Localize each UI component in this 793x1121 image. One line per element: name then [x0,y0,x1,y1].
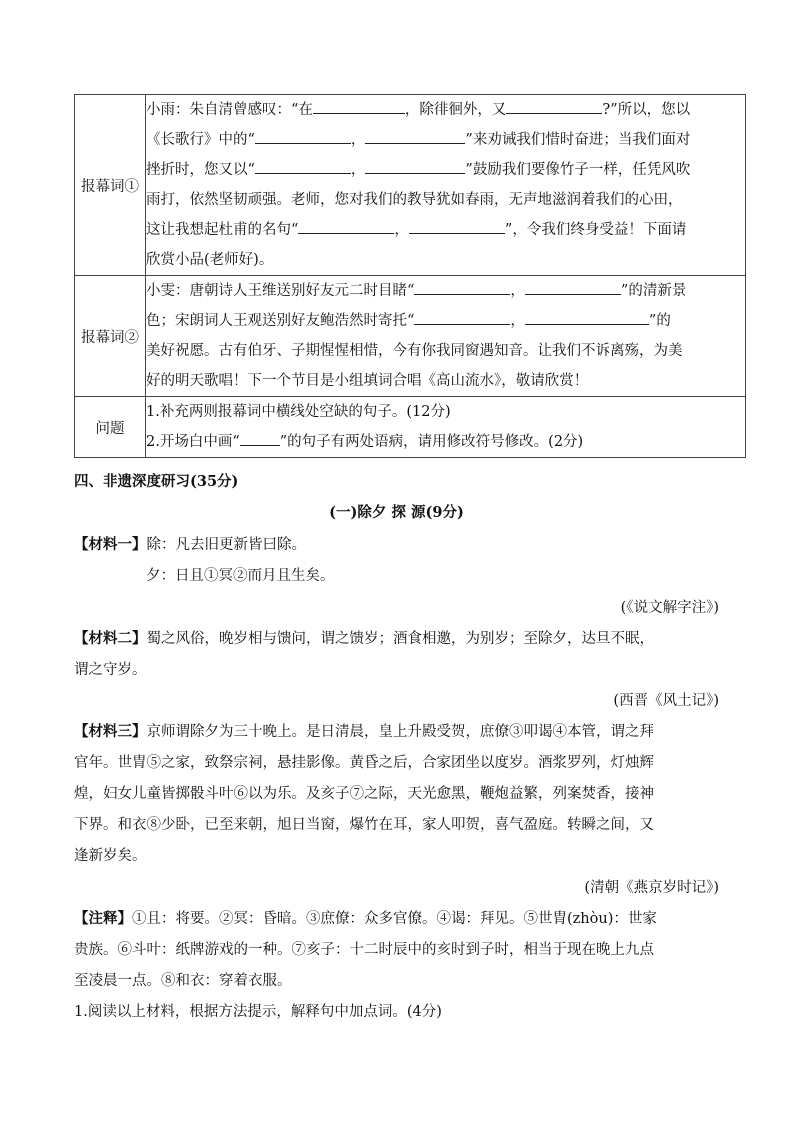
material-1-line-1: 【材料一】除：凡去旧更新皆曰除。 [74,536,306,553]
material-1-source: (《说文解字注》) [620,600,719,616]
text-line: 美好祝愿。古有伯牙、子期惺惺相惜，今有你我同窗遇知音。让我们不诉离殇，为美 [146,343,683,359]
blank-line[interactable] [298,219,394,234]
material-1-line-2: 夕：日且①冥②而月且生矣。 [146,568,335,584]
text-line: 雨打，依然坚韧顽强。老师，您对我们的教导犹如春雨，无声地滋润着我们的心田， [146,192,683,208]
announcer-text-2 [146,276,746,397]
table-row [75,397,746,458]
sub-heading: (一)除夕 探 源(9分) [329,504,464,521]
blank-line[interactable] [409,219,505,234]
material-2-line-1: 【材料二】蜀之风俗，晚岁相与馈问，谓之馈岁；酒食相邀，为别岁；至除夕，达旦不眠， [74,630,654,647]
blank-line[interactable] [240,431,280,446]
notes-tag: 【注释】 [74,910,132,927]
blank-line[interactable] [255,129,351,144]
row-label: 问题 [75,397,146,458]
section-heading: 四、非遗深度研习(35分) [74,473,239,490]
blank-line[interactable] [255,159,351,174]
notes-line-3: 至凌晨一点。⑧和衣：穿着衣服。 [74,973,292,989]
material-tag: 【材料二】 [74,630,147,647]
text-line: 小雨：朱自清曾感叹：“在 ，除徘徊外，又 ?”所以，您以 [146,95,745,125]
material-3-source: (清朝《燕京岁时记》) [584,880,719,896]
question-1: 1.补充两则报幕词中横线处空缺的句子。(12分) [146,404,451,420]
text-line: 欣赏小品(老师好)。 [146,252,274,268]
text-line: 小雯：唐朝诗人王维送别好友元二时目睹“ ， ”的清新景 [146,276,745,306]
blank-line[interactable] [414,310,510,325]
table-row [75,95,746,276]
text-line: 《长歌行》中的“ ， ”来劝诫我们惜时奋进；当我们面对 [146,125,745,155]
material-3-line-2: 官年。世胄⑤之家，致祭宗祠，悬挂影像。黄昏之后，合家团坐以度岁。酒浆罗列，灯烛辉 [74,755,654,771]
questions-cell [146,397,746,458]
question-2: 2.开场白中画“ ”的句子有两处语病，请用修改符号修改。(2分) [146,427,745,457]
blank-line[interactable] [525,280,621,295]
blank-line[interactable] [365,159,465,174]
table-row [75,276,746,397]
fill-in-table [74,94,746,458]
notes-line-1: 【注释】①且：将要。②冥：昏暗。③庶僚：众多官僚。④谒：拜见。⑤世胄(zhòu)：世家 [74,910,657,927]
blank-line[interactable] [525,310,649,325]
text-line: 挫折时，您又以“ ， ”鼓励我们要像竹子一样，任凭风吹 [146,155,745,185]
row-label: 报幕词② [75,276,146,397]
material-3-line-3: 煌，妇女儿童皆掷骰斗叶⑥以为乐。及亥子⑦之际，天光愈黑，鞭炮益繁，列案焚香，接神 [74,786,654,802]
row-label: 报幕词① [75,95,146,276]
blank-line[interactable] [313,99,405,114]
blank-line[interactable] [506,99,602,114]
text-line: 好的明天歌唱！下一个节目是小组填词合唱《高山流水》，敬请欣赏！ [146,373,589,389]
material-3-line-5: 逢新岁矣。 [74,848,147,864]
material-3-line-4: 下界。和衣⑧少卧，已至来朝，旭日当窗，爆竹在耳，家人叩贺，喜气盈庭。转瞬之间，又 [74,817,654,833]
material-2-line-2: 谓之守岁。 [74,662,147,678]
material-tag: 【材料一】 [74,536,147,553]
blank-line[interactable] [414,280,510,295]
material-2-source: (西晋《风土记》) [613,693,719,709]
text-line: 这让我想起杜甫的名句“ ， ”，令我们终身受益！下面请 [146,215,745,245]
material-tag: 【材料三】 [74,723,147,740]
text-line: 色；宋朗词人王观送别好友鲍浩然时寄托“ ， ”的 [146,306,745,336]
announcer-text-1 [146,95,746,276]
question-reading-1: 1.阅读以上材料，根据方法提示，解释句中加点词。(4分) [74,1004,442,1020]
blank-line[interactable] [365,129,465,144]
notes-line-2: 贵族。⑥斗叶：纸牌游戏的一种。⑦亥子：十二时辰中的亥时到子时，相当于现在晚上九点 [74,942,654,958]
material-3-line-1: 【材料三】京师谓除夕为三十晚上。是日清晨，皇上升殿受贺，庶僚③叩谒④本管，谓之拜 [74,723,654,740]
